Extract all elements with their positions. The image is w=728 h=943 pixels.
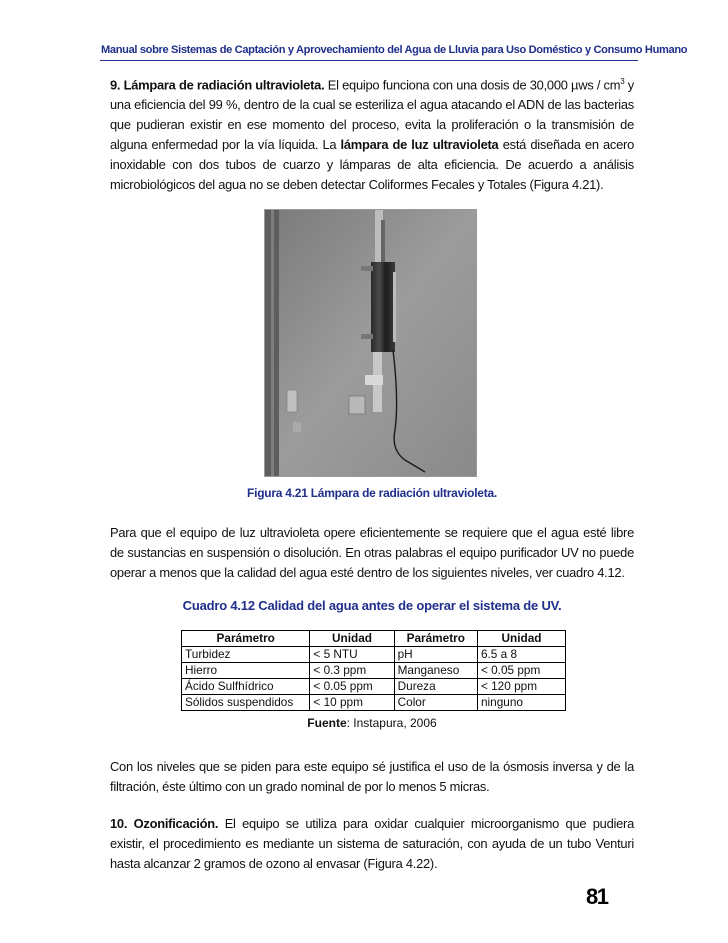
levels-paragraph: Con los niveles que se piden para este equipo sé justifica el uso de la ósmosis inversa y de la filtración, éste último con un grado nominal de por lo menos 5 micras. (110, 759, 634, 794)
source-text: : Instapura, 2006 (346, 716, 437, 730)
col-header-parameter-2: Parámetro (394, 631, 477, 647)
table-row (182, 679, 566, 695)
section-10-text: El equipo se utiliza para oxidar cualquier microorganismo que pudiera existir, el procedimiento es mediante un sistema de saturación, con ayuda de un tubo Venturi hasta alcanzar 2 gramos de ozono al envasar (Figura 4.22). (110, 816, 634, 871)
col-header-unit-2: Unidad (477, 631, 565, 647)
section-10-paragraph (110, 814, 634, 874)
section-9-paragraph (110, 72, 634, 195)
table-cell: < 0.05 ppm (477, 663, 565, 679)
table-cell: < 0.05 ppm (310, 679, 394, 695)
table-cell: Turbidez (182, 647, 310, 663)
table-cell: < 120 ppm (477, 679, 565, 695)
section-10-heading: 10. Ozonificación. (110, 816, 219, 831)
header-rule (100, 60, 638, 61)
col-header-parameter-1: Parámetro (182, 631, 310, 647)
col-header-unit-1: Unidad (310, 631, 394, 647)
section-9-heading: 9. Lámpara de radiación ultravioleta. (110, 77, 325, 93)
uv-requirements-paragraph: Para que el equipo de luz ultravioleta opere eficientemente se requiere que el agua esté libre de sustancias en suspensión o disolución. En otras palabras el equipo purificador UV no puede operar a menos que la calidad del agua esté dentro de los siguientes niveles, ver cuadro 4.12. (110, 525, 634, 580)
uv-lamp-illustration (265, 210, 476, 476)
section-9-text-1: El equipo funciona con una dosis de 30,000 µws / cm (324, 77, 621, 93)
page-number: 81 (586, 884, 608, 909)
table-source (110, 716, 634, 730)
table-cell: Color (394, 695, 477, 711)
water-quality-table (181, 630, 566, 711)
table-row (182, 647, 566, 663)
table-cell: ninguno (477, 695, 565, 711)
table-title: Cuadro 4.12 Calidad del agua antes de operar el sistema de UV. (182, 598, 562, 613)
table-cell: Sólidos suspendidos (182, 695, 310, 711)
running-header: Manual sobre Sistemas de Captación y Aprovechamiento del Agua de Lluvia para Uso Doméstico y Consumo Humano (101, 44, 688, 56)
source-label: Fuente (307, 716, 347, 730)
table-row (182, 695, 566, 711)
section-9-text-3: está diseñada en acero inoxidable con dos tubos de cuarzo y lámparas de alta eficiencia. De acuerdo a análisis microbiológicos del agua no se deben detectar Coliformes Fecales y Totales (Figura 4.21). (110, 137, 635, 192)
table-cell: < 0.3 ppm (310, 663, 394, 679)
table-cell: Dureza (394, 679, 477, 695)
table-cell: 6.5 a 8 (477, 647, 565, 663)
uv-lamp-photo (264, 209, 477, 477)
table-row (182, 663, 566, 679)
table-cell: Manganeso (394, 663, 477, 679)
table-cell: < 5 NTU (310, 647, 394, 663)
figure-caption: Figura 4.21 Lámpara de radiación ultravioleta. (247, 486, 497, 500)
table-header-row (182, 631, 566, 647)
table-cell: Ácido Sulfhídrico (182, 679, 310, 695)
superscript-3: 3 (620, 77, 625, 86)
table-cell: pH (394, 647, 477, 663)
section-9-bold-term: lámpara de luz ultravioleta (340, 137, 499, 153)
table-cell: < 10 ppm (310, 695, 394, 711)
section-9-text-2: y una eficiencia del 99 %, dentro de la cual se esteriliza el agua atacando el ADN de las bacterias que pudieran existir en ese momento del proceso, evita la proliferación o la transmisión de alguna enfermedad por la vía líquida. La (110, 77, 635, 153)
table-cell: Hierro (182, 663, 310, 679)
